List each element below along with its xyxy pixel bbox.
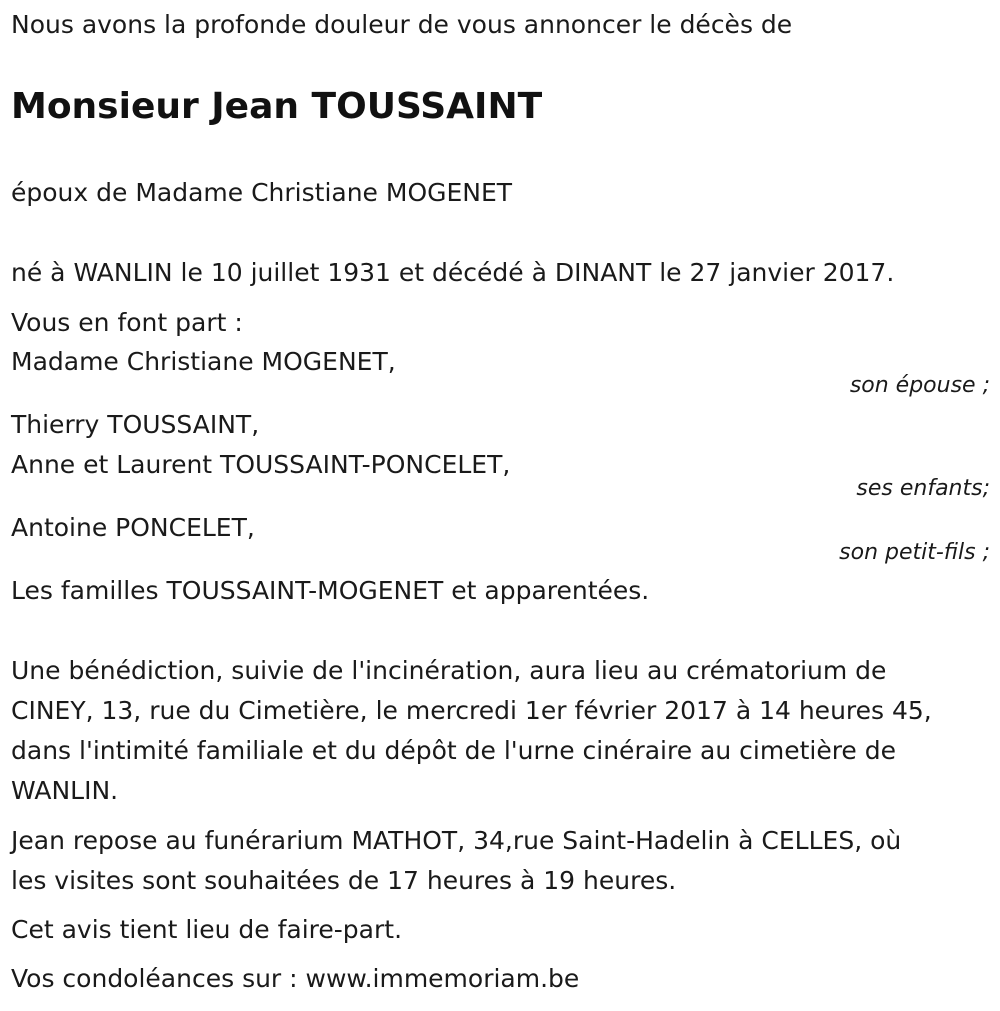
spouse-line: époux de Madame Christiane MOGENET xyxy=(11,178,513,207)
condolences-label: Vos condoléances sur : xyxy=(11,964,306,993)
family-member-grandson: Antoine PONCELET, xyxy=(11,513,255,542)
deceased-name: Monsieur Jean TOUSSAINT xyxy=(11,86,543,127)
family-role-grandson: son petit-fils ; xyxy=(839,540,990,565)
family-member-daughter: Anne et Laurent TOUSSAINT-PONCELET, xyxy=(11,450,511,479)
condolences-line xyxy=(11,964,579,994)
visitation-line-1: Jean repose au funérarium MATHOT, 34,rue Saint-Hadelin à CELLES, où xyxy=(11,826,902,855)
family-role-children: ses enfants; xyxy=(856,476,990,501)
ceremony-line-4: WANLIN. xyxy=(11,776,119,805)
birth-death-line: né à WANLIN le 10 juillet 1931 et décédé à DINANT le 27 janvier 2017. xyxy=(11,258,895,287)
family-extended: Les familles TOUSSAINT-MOGENET et apparentées. xyxy=(11,576,650,605)
announcers-intro: Vous en font part : xyxy=(11,308,243,337)
family-member-spouse: Madame Christiane MOGENET, xyxy=(11,347,396,376)
visitation-line-2: les visites sont souhaitées de 17 heures à 19 heures. xyxy=(11,866,677,895)
intro-text: Nous avons la profonde douleur de vous annoncer le décès de xyxy=(11,10,793,39)
ceremony-line-2: CINEY, 13, rue du Cimetière, le mercredi 1er février 2017 à 14 heures 45, xyxy=(11,696,932,725)
ceremony-line-1: Une bénédiction, suivie de l'incinération, aura lieu au crématorium de xyxy=(11,656,887,685)
ceremony-line-3: dans l'intimité familiale et du dépôt de l'urne cinéraire au cimetière de xyxy=(11,736,897,765)
notice-text: Cet avis tient lieu de faire-part. xyxy=(11,915,403,944)
family-member-son: Thierry TOUSSAINT, xyxy=(11,410,260,439)
condolences-link[interactable]: www.immemoriam.be xyxy=(305,964,580,993)
family-role-spouse: son épouse ; xyxy=(849,373,990,398)
